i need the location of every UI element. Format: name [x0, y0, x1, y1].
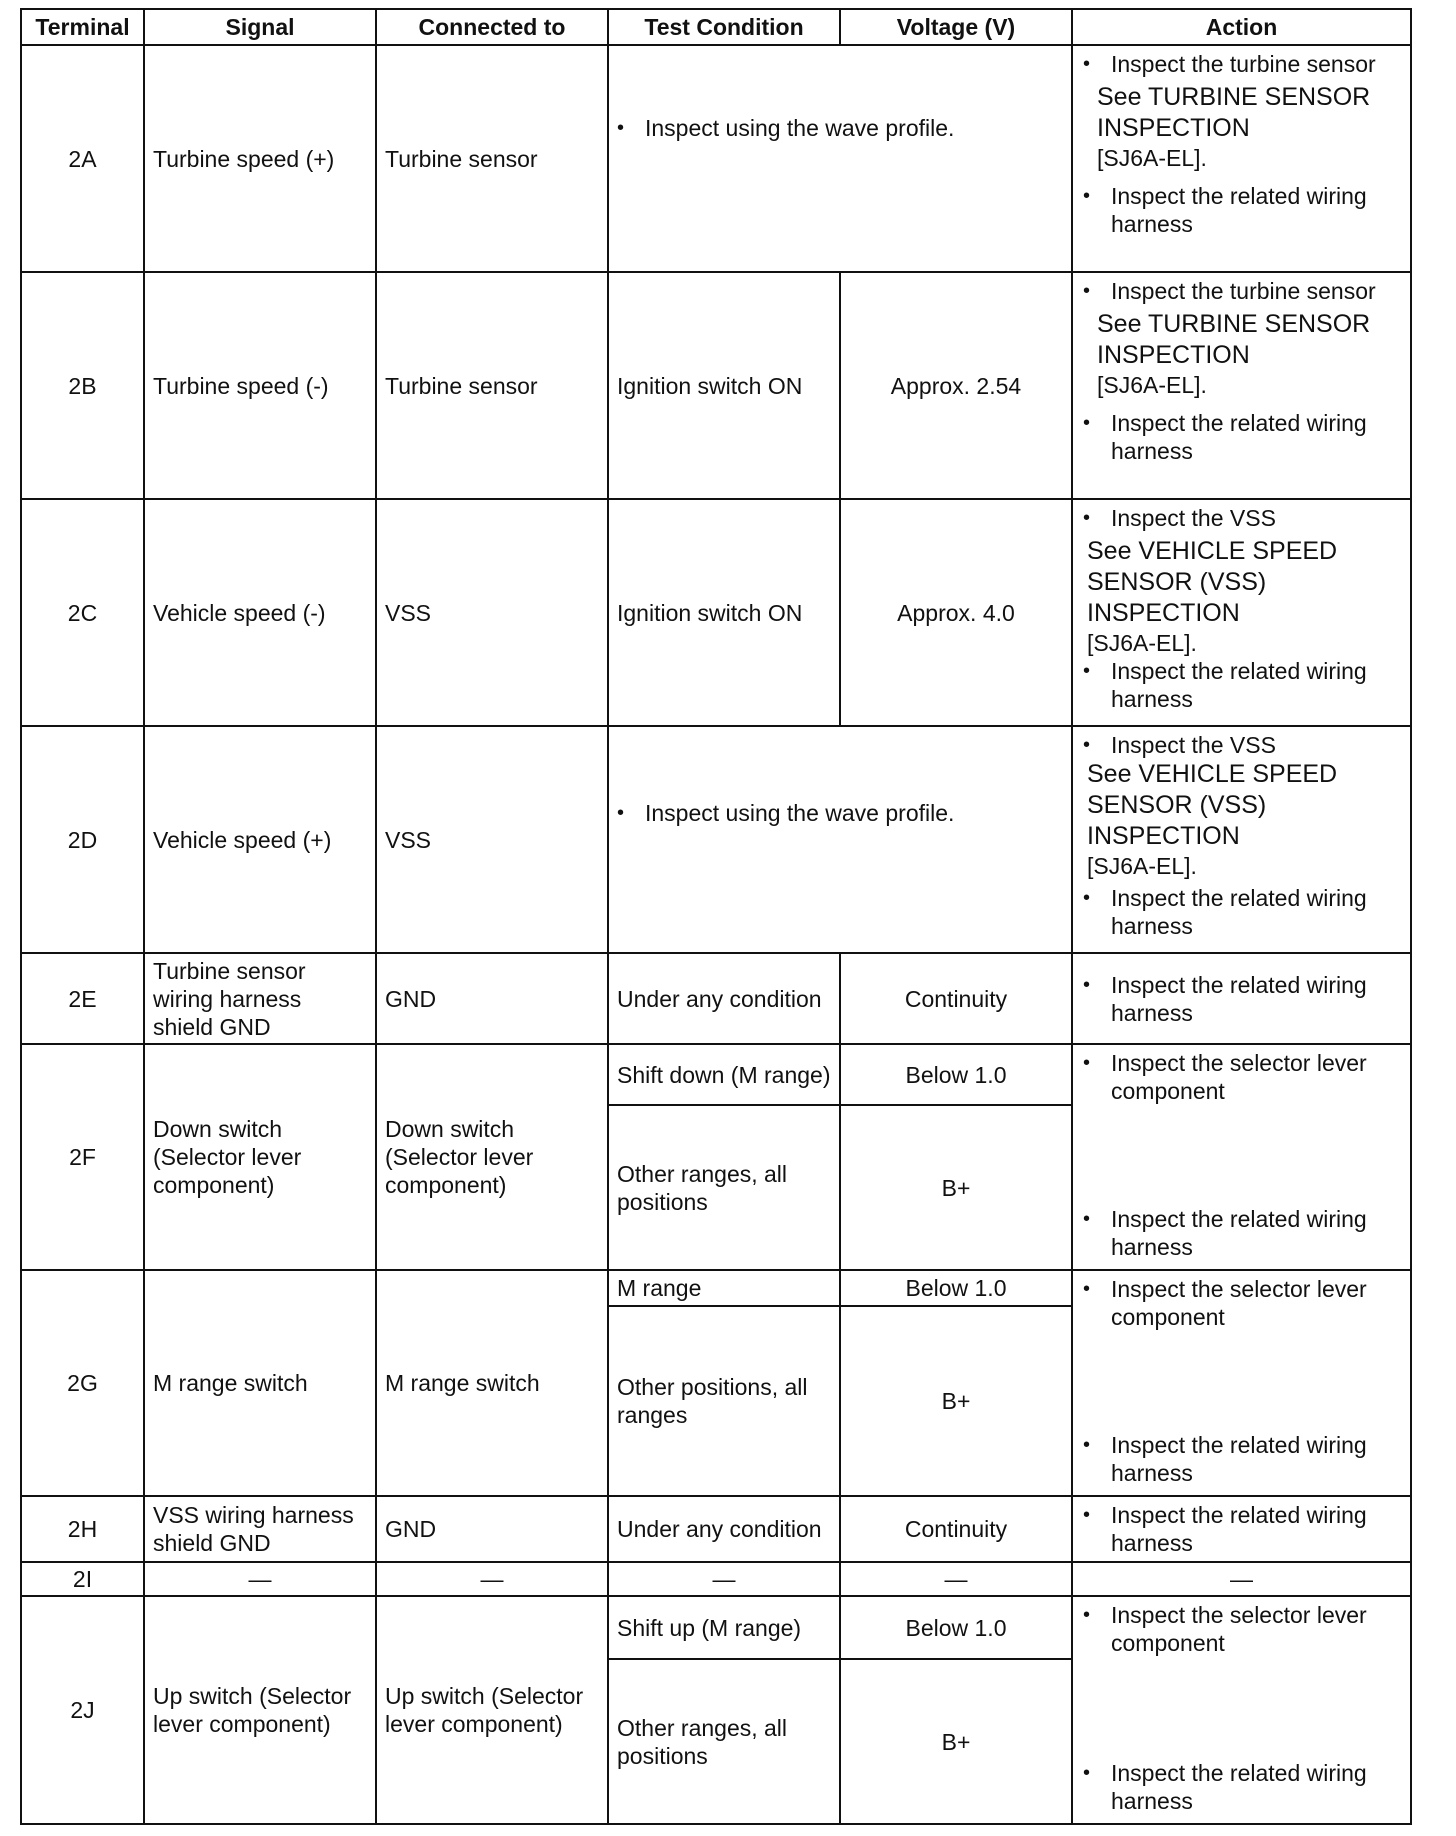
reference-code: [SJ6A-EL]. [1087, 630, 1197, 656]
header-row [21, 9, 1411, 45]
action-text: Inspect the selector lever component [1111, 1050, 1367, 1104]
test-condition-cell: Shift up (M range) [608, 1596, 840, 1659]
bullet: • [617, 802, 625, 824]
bullet: • [1083, 734, 1091, 756]
connected-cell: Turbine sensor [376, 45, 608, 272]
bullet: • [1083, 1604, 1091, 1626]
signal-cell: Turbine speed (+) [144, 45, 376, 272]
bullet: • [617, 117, 625, 139]
voltage-cell: Below 1.0 [840, 1270, 1072, 1306]
table-row [21, 272, 1411, 499]
action-cell [1072, 1496, 1411, 1562]
action-text: Inspect the selector lever component [1111, 1276, 1367, 1330]
test-condition-cell: Ignition switch ON [608, 272, 840, 499]
connected-cell: GND [376, 953, 608, 1044]
signal-cell: VSS wiring harness shield GND [144, 1496, 376, 1562]
terminal-cell: 2J [21, 1596, 144, 1824]
terminal-cell: 2D [21, 726, 144, 953]
table-row [21, 1496, 1411, 1562]
connected-cell: VSS [376, 726, 608, 953]
test-condition-cell: — [608, 1562, 840, 1596]
action-cell: — [1072, 1562, 1411, 1596]
action-cell [1072, 726, 1411, 953]
connected-cell: M range switch [376, 1270, 608, 1496]
reference-code: [SJ6A-EL]. [1097, 372, 1207, 398]
test-condition-cell: Ignition switch ON [608, 499, 840, 726]
voltage-cell: Below 1.0 [840, 1596, 1072, 1659]
action-text: Inspect the related wiring harness [1111, 885, 1367, 939]
bullet: • [1083, 53, 1091, 75]
test-condition-text: Inspect using the wave profile. [645, 800, 955, 826]
see-reference [1083, 536, 1404, 657]
table-row [21, 1270, 1411, 1306]
terminal-cell: 2A [21, 45, 144, 272]
test-condition-cell: M range [608, 1270, 840, 1306]
connected-cell: Turbine sensor [376, 272, 608, 499]
bullet: • [1083, 1278, 1091, 1300]
test-condition-cell: Under any condition [608, 953, 840, 1044]
signal-cell: Turbine speed (-) [144, 272, 376, 499]
see-reference [1083, 82, 1404, 172]
action-text: Inspect the related wiring harness [1111, 1760, 1367, 1814]
see-reference-title: See VEHICLE SPEED SENSOR (VSS) INSPECTION [1087, 537, 1338, 627]
action-text: Inspect the selector lever component [1111, 1602, 1367, 1656]
bullet: • [1083, 1434, 1091, 1456]
table-row [21, 1044, 1411, 1105]
header-terminal: Terminal [21, 9, 144, 45]
test-condition-cell: Other ranges, all positions [608, 1105, 840, 1270]
signal-cell: Up switch (Selector lever component) [144, 1596, 376, 1824]
voltage-cell: B+ [840, 1306, 1072, 1496]
voltage-cell: Continuity [840, 1496, 1072, 1562]
bullet: • [1083, 887, 1091, 909]
header-action: Action [1072, 9, 1411, 45]
action-text: Inspect the related wiring harness [1111, 1432, 1367, 1486]
action-text: Inspect the related wiring harness [1111, 410, 1367, 464]
action-cell [1072, 45, 1411, 272]
voltage-cell: B+ [840, 1659, 1072, 1824]
connected-cell: Up switch (Selector lever component) [376, 1596, 608, 1824]
action-text: Inspect the related wiring harness [1111, 658, 1367, 712]
voltage-cell: Approx. 2.54 [840, 272, 1072, 499]
signal-cell: Vehicle speed (+) [144, 726, 376, 953]
test-condition-cell: Shift down (M range) [608, 1044, 840, 1105]
test-condition-cell [608, 45, 1072, 272]
see-reference [1083, 759, 1404, 880]
terminal-cell: 2C [21, 499, 144, 726]
terminal-table-wrapper [20, 8, 1410, 1825]
header-connected-to: Connected to [376, 9, 608, 45]
test-condition-cell: Other ranges, all positions [608, 1659, 840, 1824]
see-reference-title: See TURBINE SENSOR INSPECTION [1097, 310, 1371, 369]
action-cell [1072, 499, 1411, 726]
test-condition-cell: Other positions, all ranges [608, 1306, 840, 1496]
table-row [21, 1562, 1411, 1596]
bullet: • [1083, 507, 1091, 529]
action-cell [1072, 1044, 1411, 1270]
action-cell [1072, 953, 1411, 1044]
connected-cell: Down switch (Selector lever component) [376, 1044, 608, 1270]
see-reference-title: See TURBINE SENSOR INSPECTION [1097, 83, 1371, 142]
action-text: Inspect the VSS [1111, 505, 1276, 531]
bullet: • [1083, 1504, 1091, 1526]
action-text: Inspect the turbine sensor [1111, 278, 1376, 304]
bullet: • [1083, 973, 1091, 996]
action-text: Inspect the turbine sensor [1111, 51, 1376, 77]
terminal-voltage-table [20, 8, 1412, 1825]
voltage-cell: B+ [840, 1105, 1072, 1270]
header-voltage: Voltage (V) [840, 9, 1072, 45]
voltage-cell: Below 1.0 [840, 1044, 1072, 1105]
signal-cell: — [144, 1562, 376, 1596]
signal-cell: Down switch (Selector lever component) [144, 1044, 376, 1270]
action-cell [1072, 1596, 1411, 1824]
terminal-cell: 2H [21, 1496, 144, 1562]
bullet: • [1083, 280, 1091, 302]
bullet: • [1083, 1208, 1091, 1230]
connected-cell: VSS [376, 499, 608, 726]
terminal-cell: 2F [21, 1044, 144, 1270]
action-text: Inspect the related wiring harness [1111, 1502, 1367, 1556]
signal-cell: M range switch [144, 1270, 376, 1496]
voltage-cell: Approx. 4.0 [840, 499, 1072, 726]
header-test-condition: Test Condition [608, 9, 840, 45]
test-condition-cell [608, 726, 1072, 953]
action-cell [1072, 1270, 1411, 1496]
test-condition-text: Inspect using the wave profile. [645, 115, 955, 141]
header-signal: Signal [144, 9, 376, 45]
signal-cell: Turbine sensor wiring harness shield GND [144, 953, 376, 1044]
bullet: • [1083, 412, 1091, 434]
action-text: Inspect the related wiring harness [1111, 1206, 1367, 1260]
table-row [21, 953, 1411, 1044]
table-row [21, 499, 1411, 726]
action-text: Inspect the related wiring harness [1111, 971, 1367, 1026]
voltage-cell: Continuity [840, 953, 1072, 1044]
table-row [21, 45, 1411, 272]
terminal-cell: 2E [21, 953, 144, 1044]
voltage-cell: — [840, 1562, 1072, 1596]
bullet: • [1083, 1052, 1091, 1074]
connected-cell: GND [376, 1496, 608, 1562]
table-row [21, 1596, 1411, 1659]
connected-cell: — [376, 1562, 608, 1596]
action-text: Inspect the related wiring harness [1111, 183, 1367, 237]
terminal-cell: 2B [21, 272, 144, 499]
terminal-cell: 2I [21, 1562, 144, 1596]
bullet: • [1083, 1762, 1091, 1784]
action-cell [1072, 272, 1411, 499]
see-reference [1083, 309, 1404, 399]
table-row [21, 726, 1411, 953]
reference-code: [SJ6A-EL]. [1097, 145, 1207, 171]
see-reference-title: See VEHICLE SPEED SENSOR (VSS) INSPECTION [1087, 760, 1338, 850]
terminal-cell: 2G [21, 1270, 144, 1496]
reference-code: [SJ6A-EL]. [1087, 853, 1197, 879]
bullet: • [1083, 660, 1091, 682]
signal-cell: Vehicle speed (-) [144, 499, 376, 726]
action-text: Inspect the VSS [1111, 732, 1276, 758]
bullet: • [1083, 185, 1091, 207]
test-condition-cell: Under any condition [608, 1496, 840, 1562]
